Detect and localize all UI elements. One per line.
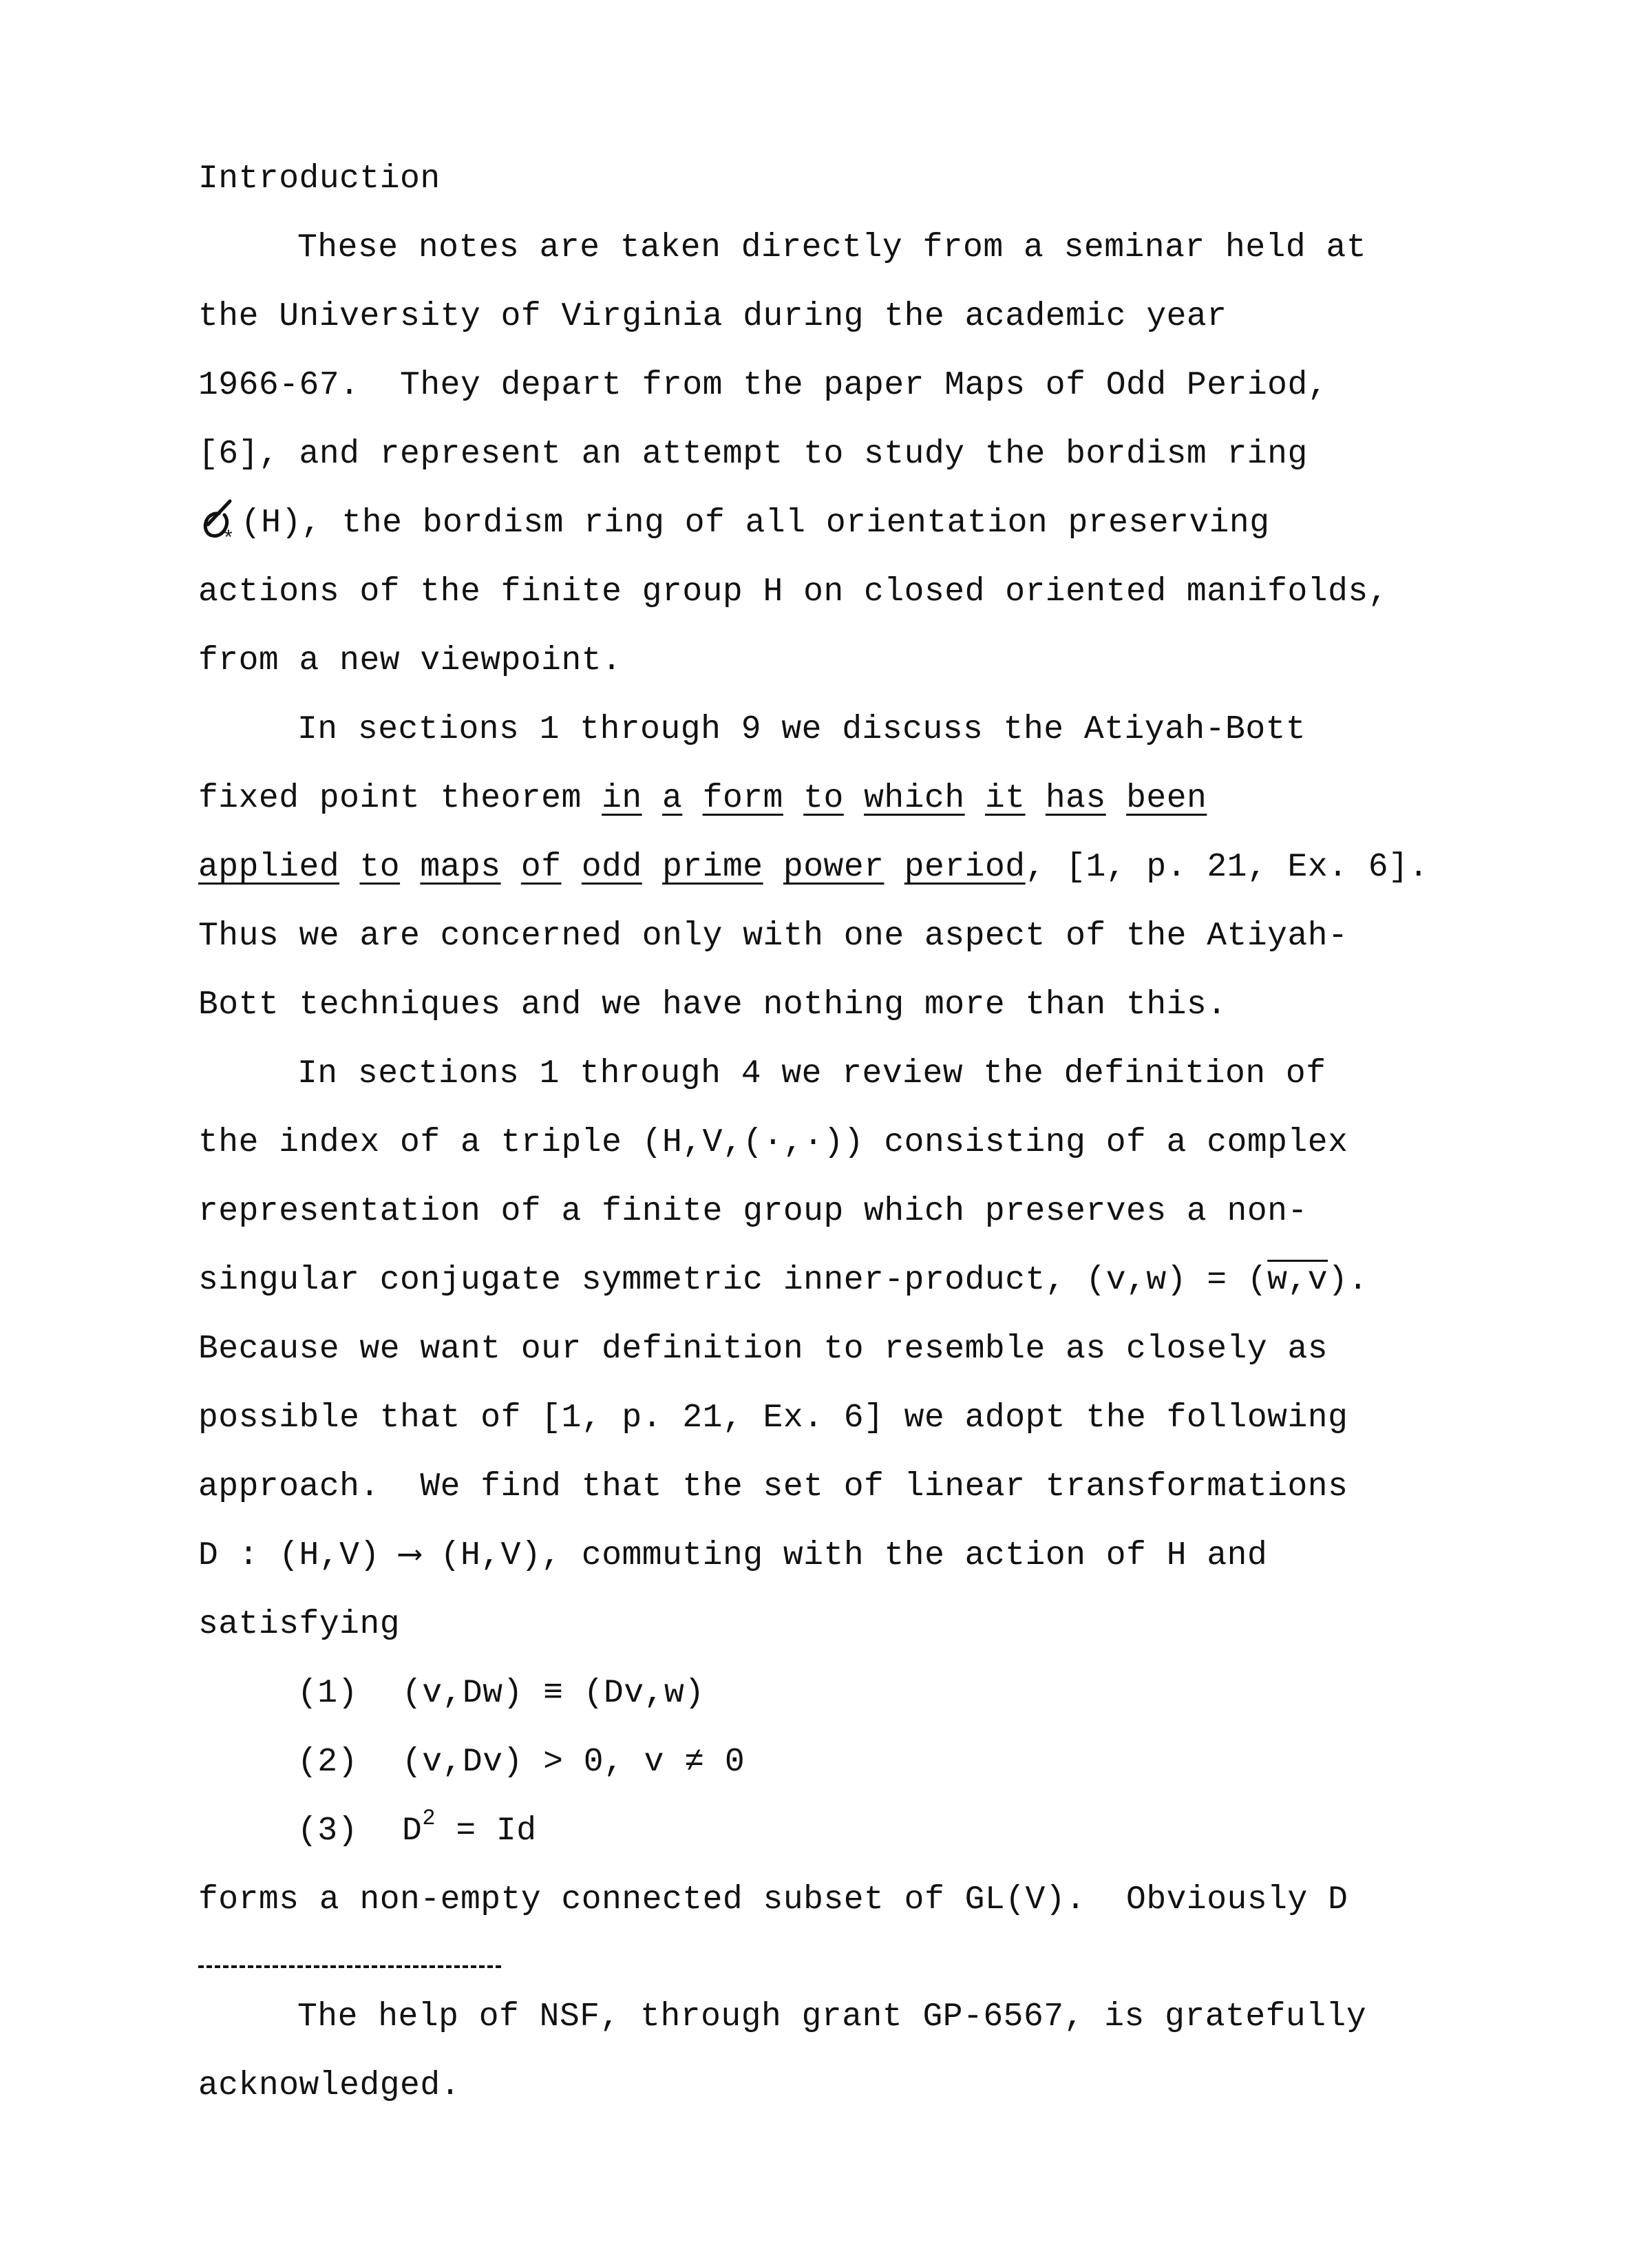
p3-line-6: possible that of [1, p. 21, Ex. 6] we adopt the following: [198, 1399, 1348, 1437]
condition-2-number: (2): [297, 1744, 358, 1781]
svg-text:*: *: [224, 526, 233, 548]
script-o-star-icon: [198, 503, 241, 548]
p3-line-4: [198, 1260, 1368, 1301]
underlined-word: to: [359, 849, 401, 886]
p1-line-6: actions of the finite group H on closed oriented manifolds,: [198, 573, 1388, 611]
condition-2-text: (v,Dv) > 0, v ≠ 0: [402, 1744, 745, 1781]
p1-line-5-text: (H), the bordism ring of all orientation preserving: [241, 505, 1270, 542]
p1-line-2: the University of Virginia during the academic year: [198, 298, 1227, 335]
p2-line-2: [198, 778, 1207, 819]
underlined-word: a: [662, 780, 683, 817]
p2-line-3-post: , [1, p. 21, Ex. 6].: [1025, 849, 1429, 886]
p2-line-1: In sections 1 through 9 we discuss the Atiyah-Bott: [297, 711, 1306, 748]
p3-line-9: satisfying: [198, 1606, 401, 1643]
underlined-word: odd: [581, 849, 642, 886]
underlined-word: to: [803, 780, 844, 817]
underlined-word: has: [1045, 780, 1106, 817]
closing-line: forms a non-empty connected subset of GL(V). Obviously D: [198, 1881, 1348, 1919]
p1-line-1: These notes are taken directly from a seminar held at: [297, 229, 1367, 266]
p3-line-2: the index of a triple (H,V,(·,·)) consisting of a complex: [198, 1124, 1348, 1161]
underlined-word: which: [864, 780, 965, 817]
section-heading: Introduction: [198, 160, 441, 198]
underlined-word: power: [783, 849, 885, 886]
underlined-word: period: [904, 849, 1026, 886]
underlined-word: of: [520, 849, 562, 886]
condition-1-text: (v,Dw) ≡ (Dv,w): [402, 1675, 705, 1712]
condition-3-base: D: [402, 1813, 423, 1850]
underlined-word: form: [702, 780, 783, 817]
p1-line-5: [198, 503, 1270, 548]
p2-line-2-pre: fixed point theorem: [198, 780, 602, 817]
p3-line-1: In sections 1 through 4 we review the definition of: [297, 1055, 1326, 1092]
condition-3-rest: = Id: [436, 1813, 537, 1850]
condition-1-number: (1): [297, 1675, 358, 1712]
condition-3-exponent: 2: [422, 1806, 436, 1831]
p3-line-4-pre: singular conjugate symmetric inner-product, (v,w) = (: [198, 1262, 1268, 1299]
underlined-word: it: [984, 780, 1026, 817]
underlined-word: in: [602, 780, 642, 817]
footnote-line-1: The help of NSF, through grant GP-6567, is gratefully: [297, 1998, 1367, 2036]
p2-line-5: Bott techniques and we have nothing more than this.: [198, 986, 1227, 1024]
p2-line-4: Thus we are concerned only with one aspect of the Atiyah-: [198, 918, 1348, 955]
underlined-word: applied: [198, 849, 340, 886]
p3-line-5: Because we want our definition to resemble as closely as: [198, 1331, 1328, 1368]
p2-line-3: [198, 847, 1429, 888]
p3-line-3: representation of a finite group which preserves a non-: [198, 1193, 1308, 1230]
p1-line-3: 1966-67. They depart from the paper Maps of Odd Period,: [198, 367, 1328, 404]
footnote-rule: [198, 1965, 501, 1968]
underlined-word: maps: [420, 849, 501, 886]
underlined-word: prime: [662, 849, 763, 886]
p3-line-4-post: ).: [1328, 1262, 1368, 1299]
condition-3-text: [402, 1806, 537, 1854]
p1-line-7: from a new viewpoint.: [198, 642, 622, 679]
underlined-word: been: [1126, 780, 1207, 817]
footnote-line-2: acknowledged.: [198, 2067, 460, 2104]
conjugate-overline: w,v: [1267, 1262, 1328, 1299]
condition-3-number: (3): [297, 1813, 358, 1850]
p3-line-7: approach. We find that the set of linear transformations: [198, 1468, 1348, 1505]
p3-line-8: D : (H,V) ⟶ (H,V), commuting with the action of H and: [198, 1537, 1268, 1574]
p1-line-4: [6], and represent an attempt to study the bordism ring: [198, 436, 1308, 473]
